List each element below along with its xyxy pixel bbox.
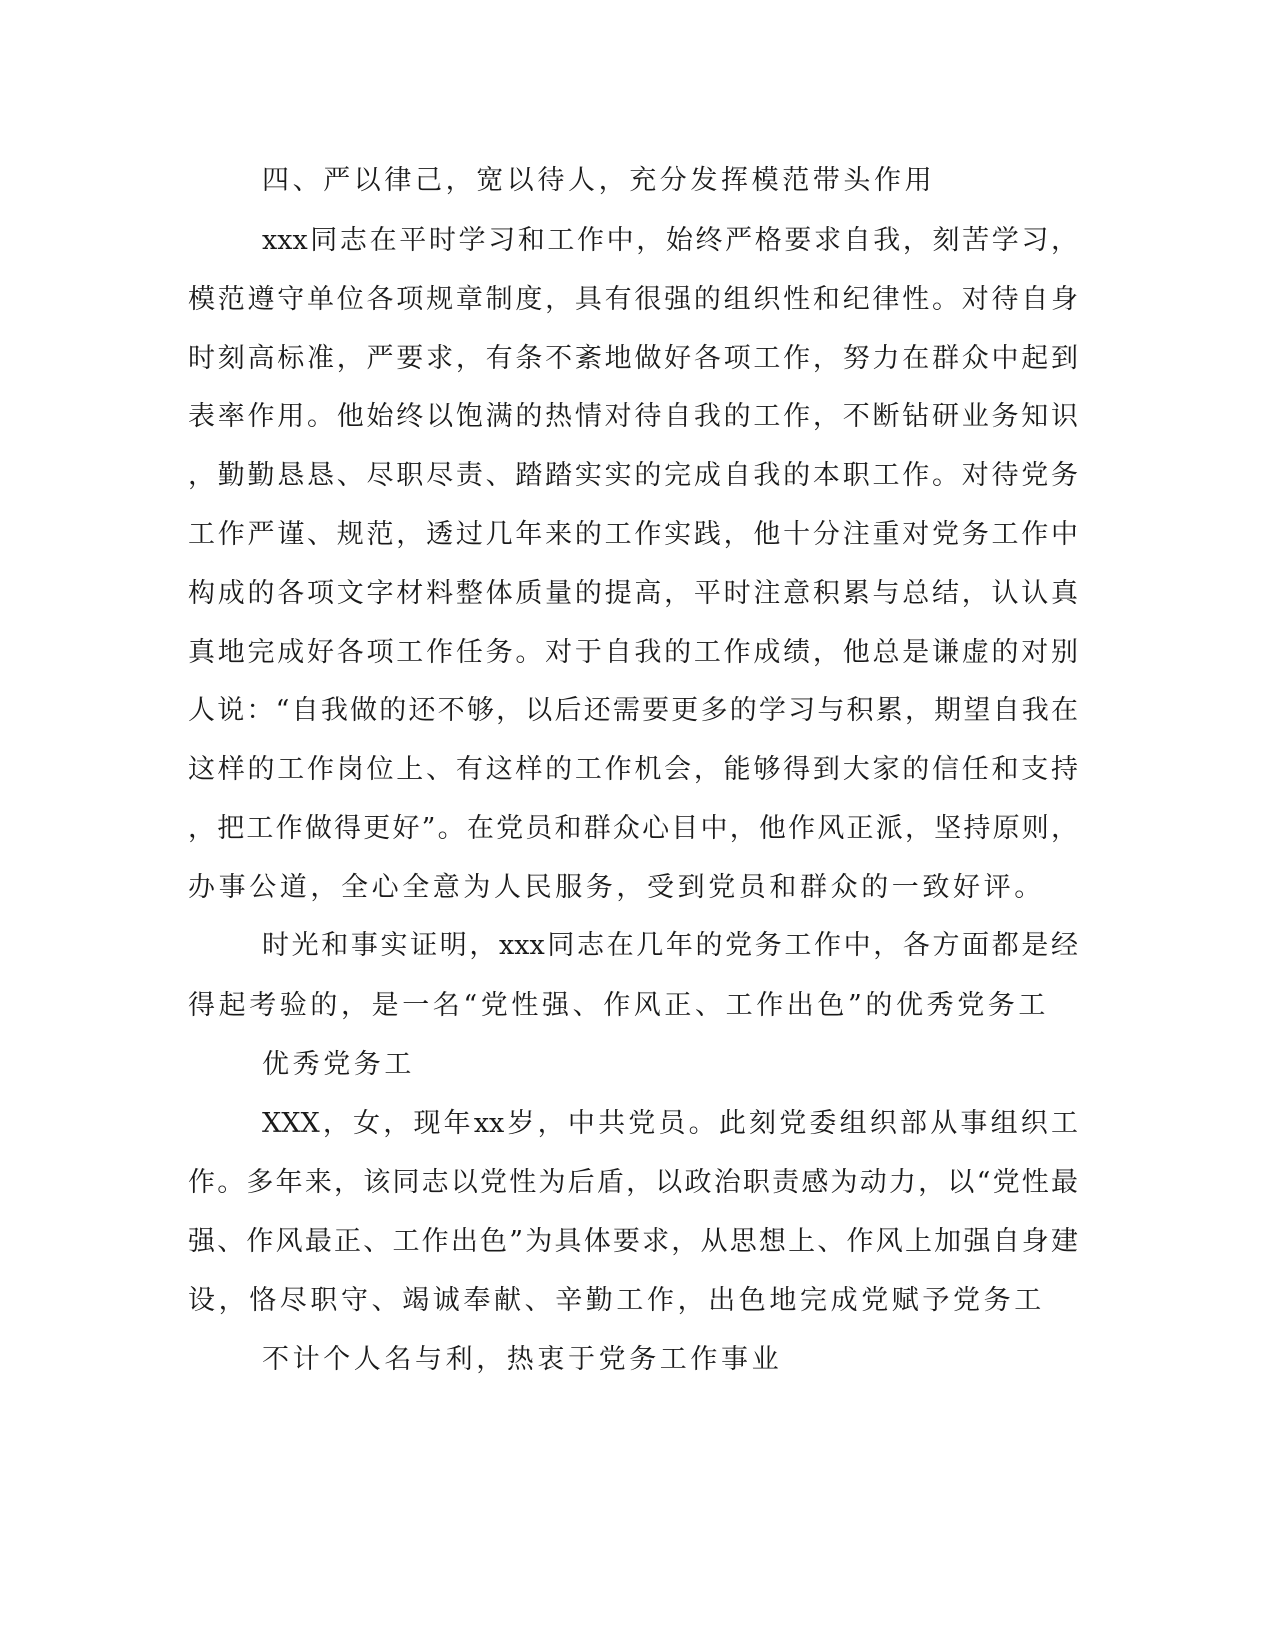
paragraph-line: 作。多年来，该同志以党性为后盾，以政治职责感为动力，以“党性最 <box>188 1167 1078 1198</box>
paragraph-line: 时光和事实证明，xxx同志在几年的党务工作中，各方面都是经 <box>262 930 1078 961</box>
paragraph-line: 设，恪尽职守、竭诚奉献、辛勤工作，出色地完成党赋予党务工 <box>188 1285 1045 1316</box>
paragraph-line: 不计个人名与利，热衷于党务工作事业 <box>262 1344 783 1375</box>
paragraph-line: ，把工作做得更好”。在党员和群众心目中，他作风正派，坚持原则， <box>188 813 1078 844</box>
paragraph-line: 得起考验的，是一名“党性强、作风正、工作出色”的优秀党务工 <box>188 990 1050 1021</box>
paragraph-line: 人说：“自我做的还不够，以后还需要更多的学习与积累，期望自我在 <box>188 695 1078 726</box>
paragraph-line: 时刻高标准，严要求，有条不紊地做好各项工作，努力在群众中起到 <box>188 343 1078 374</box>
paragraph-line: 办事公道，全心全意为人民服务，受到党员和群众的一致好评。 <box>188 872 1045 903</box>
paragraph-line: XXX，女，现年xx岁，中共党员。此刻党委组织部从事组织工 <box>262 1108 1078 1139</box>
paragraph-line: 工作严谨、规范，透过几年来的工作实践，他十分注重对党务工作中 <box>188 519 1078 550</box>
paragraph-line: 构成的各项文字材料整体质量的提高，平时注意积累与总结，认认真 <box>188 578 1078 609</box>
paragraph-line: ，勤勤恳恳、尽职尽责、踏踏实实的完成自我的本职工作。对待党务 <box>188 460 1078 491</box>
sub-heading: 优秀党务工 <box>262 1049 415 1080</box>
paragraph-line: 这样的工作岗位上、有这样的工作机会，能够得到大家的信任和支持 <box>188 754 1078 785</box>
section-heading: 四、严以律己，宽以待人，充分发挥模范带头作用 <box>262 165 936 196</box>
paragraph-line: 强、作风最正、工作出色”为具体要求，从思想上、作风上加强自身建 <box>188 1226 1078 1257</box>
paragraph-line: 表率作用。他始终以饱满的热情对待自我的工作，不断钻研业务知识 <box>188 401 1078 432</box>
paragraph-line: xxx同志在平时学习和工作中，始终严格要求自我，刻苦学习， <box>262 225 1078 256</box>
paragraph-line: 模范遵守单位各项规章制度，具有很强的组织性和纪律性。对待自身 <box>188 284 1078 315</box>
paragraph-line: 真地完成好各项工作任务。对于自我的工作成绩，他总是谦虚的对别 <box>188 637 1078 668</box>
